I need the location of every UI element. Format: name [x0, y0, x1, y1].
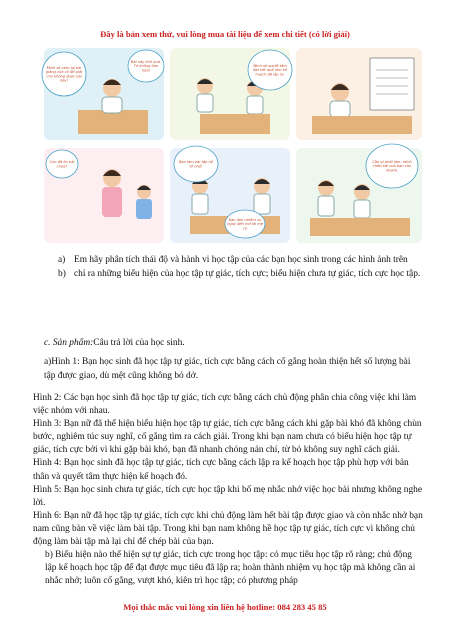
answer-paragraph: Hình 4: Bạn học sinh đã học tập tự giác, tích cực bằng cách lập ra kế hoạch học tập phù hợp với bản thân và quyết tâm thực hiện kế hoạch đó. [33, 458, 409, 482]
desk [78, 110, 148, 134]
speech-bubble-text: Mình sẽ xem lại bài giảng của cô để giải cho không được bài này! [45, 65, 83, 83]
answer-paragraph: Hình 2: Các bạn học sinh đã học tập tự giác, tích cực bằng cách chủ động phân chia công việc khi làm việc nhóm với nhau. [33, 393, 417, 417]
answer-intro: a)Hình 1: Bạn học sinh đã học tập tự giác, tích cực bằng cách cố gắng hoàn thiện hết số lượng bài tập được giao, dù mệt cũng không bỏ dở. [44, 357, 411, 381]
speech-bubble-text: Mình sẽ quyết tâm đạt kết quả như kế hoạch đã lập ra. [252, 64, 288, 77]
product-label: c. Sản phẩm: [44, 338, 94, 348]
hotline-notice: Mọi thắc mắc vui lòng xin liên hệ hotline: 084 283 45 85 [123, 602, 327, 612]
preview-notice: Đây là bản xem thử, vui lòng mua tài liệu để xem chi tiết (có lời giải) [100, 29, 350, 39]
speech-bubble-text: Bạn làm bài tập hộ tớ nhé! [178, 160, 214, 169]
student-shirt [102, 97, 122, 113]
product-text: Câu trả lời của học sinh. [93, 338, 185, 348]
answer-paragraph: Hình 6: Bạn nữ đã học tập tự giác, tích cực khi chủ động làm hết bài tập được giao và còn nhắc nhở bạn nam cũng bàn về việc làm bài tập. Trong khi bạn nam không hề học tập tự giác, tích cực vì không chủ động làm bài tập mà lại chỉ để chép bài của bạn. [33, 510, 423, 548]
question-list [58, 253, 423, 281]
answers-section [33, 392, 425, 588]
product-line [44, 336, 424, 350]
question-a [58, 253, 423, 267]
question-marker: b) [58, 269, 66, 279]
question-text: chỉ ra những biểu hiện của học tập tự giác, tích cực; biểu hiện chưa tự giác, tích cực học tập. [74, 269, 421, 279]
plan-board [370, 58, 414, 110]
speech-bubble-text: Cần gì phải làm, mình chép bài của bạn cho nhanh. [372, 160, 412, 173]
speech-bubble-text: Bài này khó quá. Tớ không làm nữa! [130, 60, 162, 73]
question-marker: a) [58, 255, 66, 265]
speech-bubble-text: Bạn làm nhiệm vụ ngay đến mở lời mẹ ra [227, 218, 263, 231]
answer-paragraph: b) Biểu hiện nào thể hiện sự tự giác, tích cực trong học tập: có mục tiêu học tập rõ ràng; chủ động lập kế hoạch học tập để đạt được mục tiêu đã lập ra; hoàn thành nhiệm vụ học tập mà không cần ai nhắc nhở; luôn cố gắng, vượt khó, kiên trì học tập; có phương pháp [45, 550, 416, 587]
answer-paragraph: Hình 3: Bạn nữ đã thể hiện biểu hiện học tập tự giác, tích cực bằng cách khi gặp bài khó đã không chùn bước, nghiêm túc suy nghĩ, cố gắng tìm ra cách giải. Trong khi bạn nam chưa có biểu hiện học tập tự giác, tích cực bởi vì khi gặp bài khó, bạn đã nhanh chóng nản chí, từ bỏ không suy nghĩ cách giải. [33, 419, 422, 456]
speech-bubble-text: Con đã ôn bài chưa? [49, 160, 75, 169]
question-b [58, 267, 423, 281]
students-illustration [40, 46, 424, 245]
question-text: Em hãy phân tích thái độ và hành vi học tập của các bạn học sinh trong các hình ảnh trên [74, 255, 408, 265]
answer-paragraph: Hình 5: Bạn học sinh chưa tự giác, tích cực học tập khi bố mẹ nhắc nhở việc học bài nhưng không nghe lời. [33, 484, 422, 508]
